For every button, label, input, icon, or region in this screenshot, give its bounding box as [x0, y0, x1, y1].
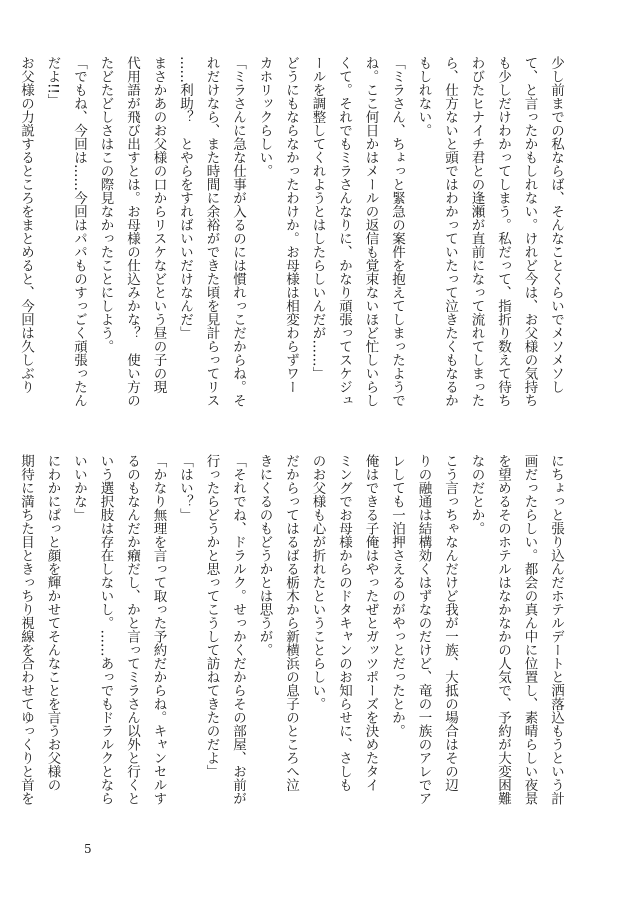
text-line: くて。それでもミラさんなりに、かなり頑張ってスケジュ	[336, 56, 352, 407]
lower-text-column	[13, 454, 570, 810]
text-line: カホリックらしい。	[256, 56, 273, 178]
text-line: のお父様も心が折れたということらしい。	[309, 454, 326, 711]
text-line: 「はい？」	[177, 454, 193, 522]
text-line: 「ミラさん、ちょっと緊急の案件を抱えてしまったようで	[389, 56, 405, 407]
text-line: 「それでね、ドラルク。せっかくだからその部屋、お前が	[230, 454, 246, 805]
text-line: いいかな」	[71, 454, 87, 522]
text-line: どうにもならなかったわけか。お母様は相変わらずワー	[283, 56, 299, 394]
text-line: 行ったらどうかと思ってこうして訪ねてきたのだよ」	[203, 454, 220, 778]
upper-text-column	[13, 56, 570, 416]
text-line: きにくるのもどうかとは思うが。	[256, 454, 273, 657]
text-line: まさかあのお父様の口からリスケなどという昼の子の現	[150, 56, 167, 394]
text-line: 「ミラさんに急な仕事が入るのには慣れっこだからね。そ	[230, 56, 246, 407]
text-line: いう選択肢は存在しないし。……あっでもドラルクとなら	[97, 454, 114, 805]
text-line: わびたヒナイチ君との逢瀬が直前になって流れてしまった	[468, 56, 485, 407]
text-line: ……利助？ とやらをすればいいだけなんだ」	[177, 56, 193, 340]
text-line: たどたどしさはこの際見なかったことにしよう。	[97, 56, 114, 353]
text-line: ら、仕方ないと頭ではわかっていたって泣きたくもなるか	[442, 56, 458, 407]
text-line: にちょっと張り込んだホテルデートと洒落込もうという計	[548, 454, 564, 805]
text-line: ミングでお母様からのドタキャンのお知らせに、さしも	[336, 454, 352, 792]
text-line: も少しだけわかってしまう。私だって、指折り数えて待ち	[495, 56, 511, 407]
text-line: 代用語が飛び出すとは。お母様の仕込みかな？ 使い方の	[124, 56, 140, 407]
text-line: を望めるそのホテルはなかなかの人気で、予約が大変困難	[495, 454, 511, 805]
text-line: て、と言ったかもしれない。けれど今は、お父様の気持ち	[521, 56, 538, 407]
text-line: 画だったらしい。都会の真ん中に位置し、素晴らしい夜景	[521, 454, 538, 805]
text-line: だからってはるばる栃木から新横浜の息子のところへ泣	[283, 454, 299, 792]
text-line: 俺はできる子俺はやったぜとガッツポーズを決めたタイ	[362, 454, 379, 792]
page-number: 5	[84, 842, 92, 856]
text-line: 少し前までの私ならば、そんなことくらいでメソメソし	[548, 56, 564, 394]
text-line: にわかにぱっと顔を輝かせてそんなことを言うお父様の	[44, 454, 61, 792]
text-line: れだけなら、また時間に余裕ができた頃を見計らってリス	[203, 56, 220, 407]
text-line: レしても一泊押さえるのがやっとだったとか。	[389, 454, 405, 738]
text-line: だよ!!」	[44, 56, 61, 108]
text-line: こう言っちゃなんだけど我が一族、大抵の場合はその辺	[442, 454, 458, 792]
text-line: 「でもね、今回は……今回はパパものすっごく頑張ったん	[71, 56, 87, 407]
text-line: なのだとか。	[468, 454, 485, 535]
text-line: もしれない。	[415, 56, 432, 137]
text-line: 「かなり無理を言って取った予約だからね。キャンセルす	[150, 454, 167, 805]
text-line: るのもなんだか癪だし、かと言ってミラさん以外と行くと	[124, 454, 140, 805]
text-line: お父様の力説するところをまとめると、今回は久しぶり	[18, 56, 34, 394]
text-line: ールを調整してくれようとはしたらしいんだが……」	[309, 56, 326, 380]
text-line: ね。ここ何日かはメールの返信も覚束ないほど忙しいらし	[362, 56, 379, 407]
text-line: りの融通は結構効くはずなのだけど、竜の一族のアレでア	[415, 454, 432, 805]
text-line: 期待に満ちた目ときっちり視線を合わせてゆっくりと首を	[18, 454, 34, 805]
